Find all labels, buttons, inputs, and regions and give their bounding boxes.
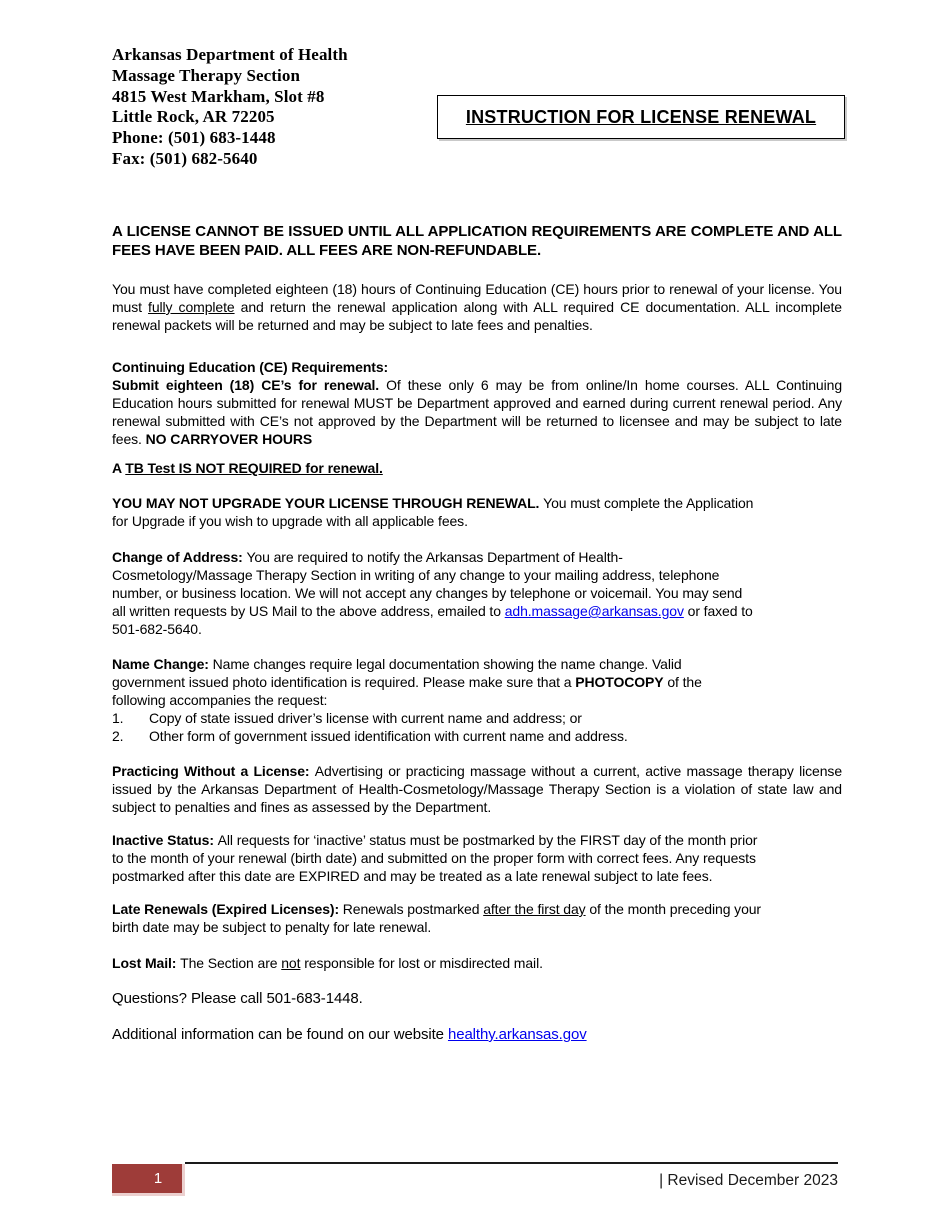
text-segment: Name changes require legal documentation showing the name change. Valid bbox=[212, 656, 682, 672]
list-text bbox=[149, 709, 842, 727]
text-segment: TB Test IS NOT REQUIRED for renewal. bbox=[125, 460, 383, 476]
text-segment: Submit eighteen (18) CE’s for renewal. bbox=[112, 377, 387, 393]
website-link[interactable]: healthy.arkansas.gov bbox=[447, 1026, 587, 1043]
text-segment: for Upgrade if you wish to upgrade with all applicable fees. bbox=[112, 513, 468, 529]
inactive-status-paragraph bbox=[112, 831, 842, 885]
address-line-street: 4815 West Markham, Slot #8 bbox=[112, 86, 325, 106]
text-segment: all written requests by US Mail to the above address, emailed to bbox=[112, 603, 505, 619]
page-number-badge: 1 bbox=[112, 1164, 185, 1196]
revision-label: | Revised December 2023 bbox=[659, 1172, 838, 1189]
list-item bbox=[112, 709, 842, 727]
document-title: INSTRUCTION FOR LICENSE RENEWAL bbox=[465, 106, 817, 127]
text-segment: Copy of state issued driver’s license with current name and address; or bbox=[149, 710, 582, 726]
upgrade-paragraph bbox=[112, 494, 842, 530]
list-item bbox=[112, 727, 842, 745]
text-segment: government issued photo identification is required. Please make sure that a bbox=[112, 674, 576, 690]
agency-address-block bbox=[112, 45, 348, 170]
text-segment: Other form of government issued identification with current name and address. bbox=[149, 728, 628, 744]
additional-info-line bbox=[112, 1025, 842, 1044]
ce-requirements-paragraph bbox=[112, 376, 842, 448]
tb-test-line bbox=[112, 459, 842, 477]
text-segment: Change of Address: bbox=[112, 549, 247, 565]
text-segment: birth date may be subject to penalty for late renewal. bbox=[112, 919, 432, 935]
text-segment: fully complete bbox=[148, 299, 235, 315]
text-segment: Additional information can be found on our website bbox=[112, 1026, 448, 1043]
text-segment: and return the renewal application along with ALL required CE documentation. ALL incomplete renewal packets will be returned and may be subject to late fees and penalties. bbox=[112, 299, 842, 333]
address-line-org: Arkansas Department of Health bbox=[112, 45, 348, 64]
text-segment: Name Change: bbox=[112, 656, 213, 672]
email-link[interactable]: adh.massage@arkansas.gov bbox=[504, 603, 684, 619]
list-number: 2. bbox=[112, 728, 124, 744]
text-segment: YOU MAY NOT UPGRADE YOUR LICENSE THROUGH RENEWAL. bbox=[112, 495, 544, 511]
text-segment: Advertising or practicing massage without a current, active massage therapy license issued by the Arkansas Department of Health-Cosmetology/Massage Therapy Section is a violation of state law and subject to penalties and fines as assessed by the Department. bbox=[112, 763, 842, 815]
text-segment: Practicing Without a License: bbox=[112, 763, 315, 779]
lost-mail-paragraph bbox=[112, 954, 842, 972]
address-line-phone: Phone: (501) 683-1448 bbox=[112, 128, 276, 148]
text-segment: You are required to notify the Arkansas Department of Health- bbox=[246, 549, 623, 565]
text-segment: 501-682-5640. bbox=[112, 621, 202, 637]
practicing-without-license-paragraph bbox=[112, 762, 842, 816]
late-renewals-paragraph bbox=[112, 900, 842, 936]
text-segment: The Section are bbox=[180, 955, 282, 971]
text-segment: after the first day bbox=[483, 901, 586, 917]
text-segment: number, or business location. We will not accept any changes by telephone or voicemail. You may send bbox=[112, 585, 743, 601]
intro-paragraph bbox=[112, 280, 842, 334]
title-box bbox=[437, 95, 845, 139]
notice-paragraph bbox=[112, 222, 842, 260]
document-body bbox=[112, 222, 842, 1062]
text-segment: following accompanies the request: bbox=[112, 692, 328, 708]
text-segment: or faxed to bbox=[683, 603, 753, 619]
text-segment: of the month preceding your bbox=[585, 901, 761, 917]
ce-requirements-heading bbox=[112, 358, 842, 376]
text-segment: of the bbox=[663, 674, 702, 690]
text-segment: Cosmetology/Massage Therapy Section in writing of any change to your mailing address, telephone bbox=[112, 567, 720, 583]
list-text bbox=[149, 727, 842, 745]
text-segment: responsible for lost or misdirected mail. bbox=[300, 955, 543, 971]
change-of-address-paragraph bbox=[112, 548, 842, 638]
text-segment: You must have completed eighteen (18) hours of Continuing Education (CE) hours prior to renewal of your license. You must bbox=[112, 281, 842, 315]
text-segment: Inactive Status: bbox=[112, 832, 218, 848]
text-segment: Continuing Education (CE) Requirements: bbox=[112, 359, 389, 375]
list-number: 1. bbox=[112, 710, 124, 726]
text-segment: Questions? Please call 501-683-1448. bbox=[112, 990, 363, 1007]
footer-divider bbox=[185, 1162, 838, 1164]
text-segment: not bbox=[281, 955, 301, 971]
text-segment: NO CARRYOVER HOURS bbox=[145, 431, 313, 447]
address-line-fax: Fax: (501) 682-5640 bbox=[112, 148, 258, 168]
text-segment: Of these only 6 may be from online/In home courses. ALL Continuing Education hours submitted for renewal MUST be Department approved and earned during current renewal period. Any renewal submitted with CE’s not approved by the Department will be returned to licensee and may be subject to late fees. bbox=[112, 377, 843, 447]
text-segment: A LICENSE CANNOT BE ISSUED UNTIL ALL APPLICATION REQUIREMENTS ARE COMPLETE AND ALL FEES HAVE BEEN PAID. ALL FEES ARE NON-REFUNDABLE. bbox=[112, 223, 842, 259]
questions-line bbox=[112, 989, 842, 1008]
text-segment: Renewals postmarked bbox=[342, 901, 484, 917]
text-segment: to the month of your renewal (birth date) and submitted on the proper form with correct fees. Any requests bbox=[112, 850, 756, 866]
address-line-city: Little Rock, AR 72205 bbox=[112, 107, 275, 127]
text-segment: postmarked after this date are EXPIRED and may be treated as a late renewal subject to late fees. bbox=[112, 868, 713, 884]
name-change-list bbox=[112, 709, 842, 745]
name-change-paragraph bbox=[112, 655, 842, 709]
text-segment: A bbox=[112, 460, 126, 476]
text-segment: All requests for ‘inactive’ status must be postmarked by the FIRST day of the month prior bbox=[217, 832, 758, 848]
address-line-section: Massage Therapy Section bbox=[112, 65, 301, 85]
text-segment: Late Renewals (Expired Licenses): bbox=[112, 901, 343, 917]
text-segment: Lost Mail: bbox=[112, 955, 181, 971]
text-segment: You must complete the Application bbox=[543, 495, 754, 511]
text-segment: PHOTOCOPY bbox=[575, 674, 664, 690]
